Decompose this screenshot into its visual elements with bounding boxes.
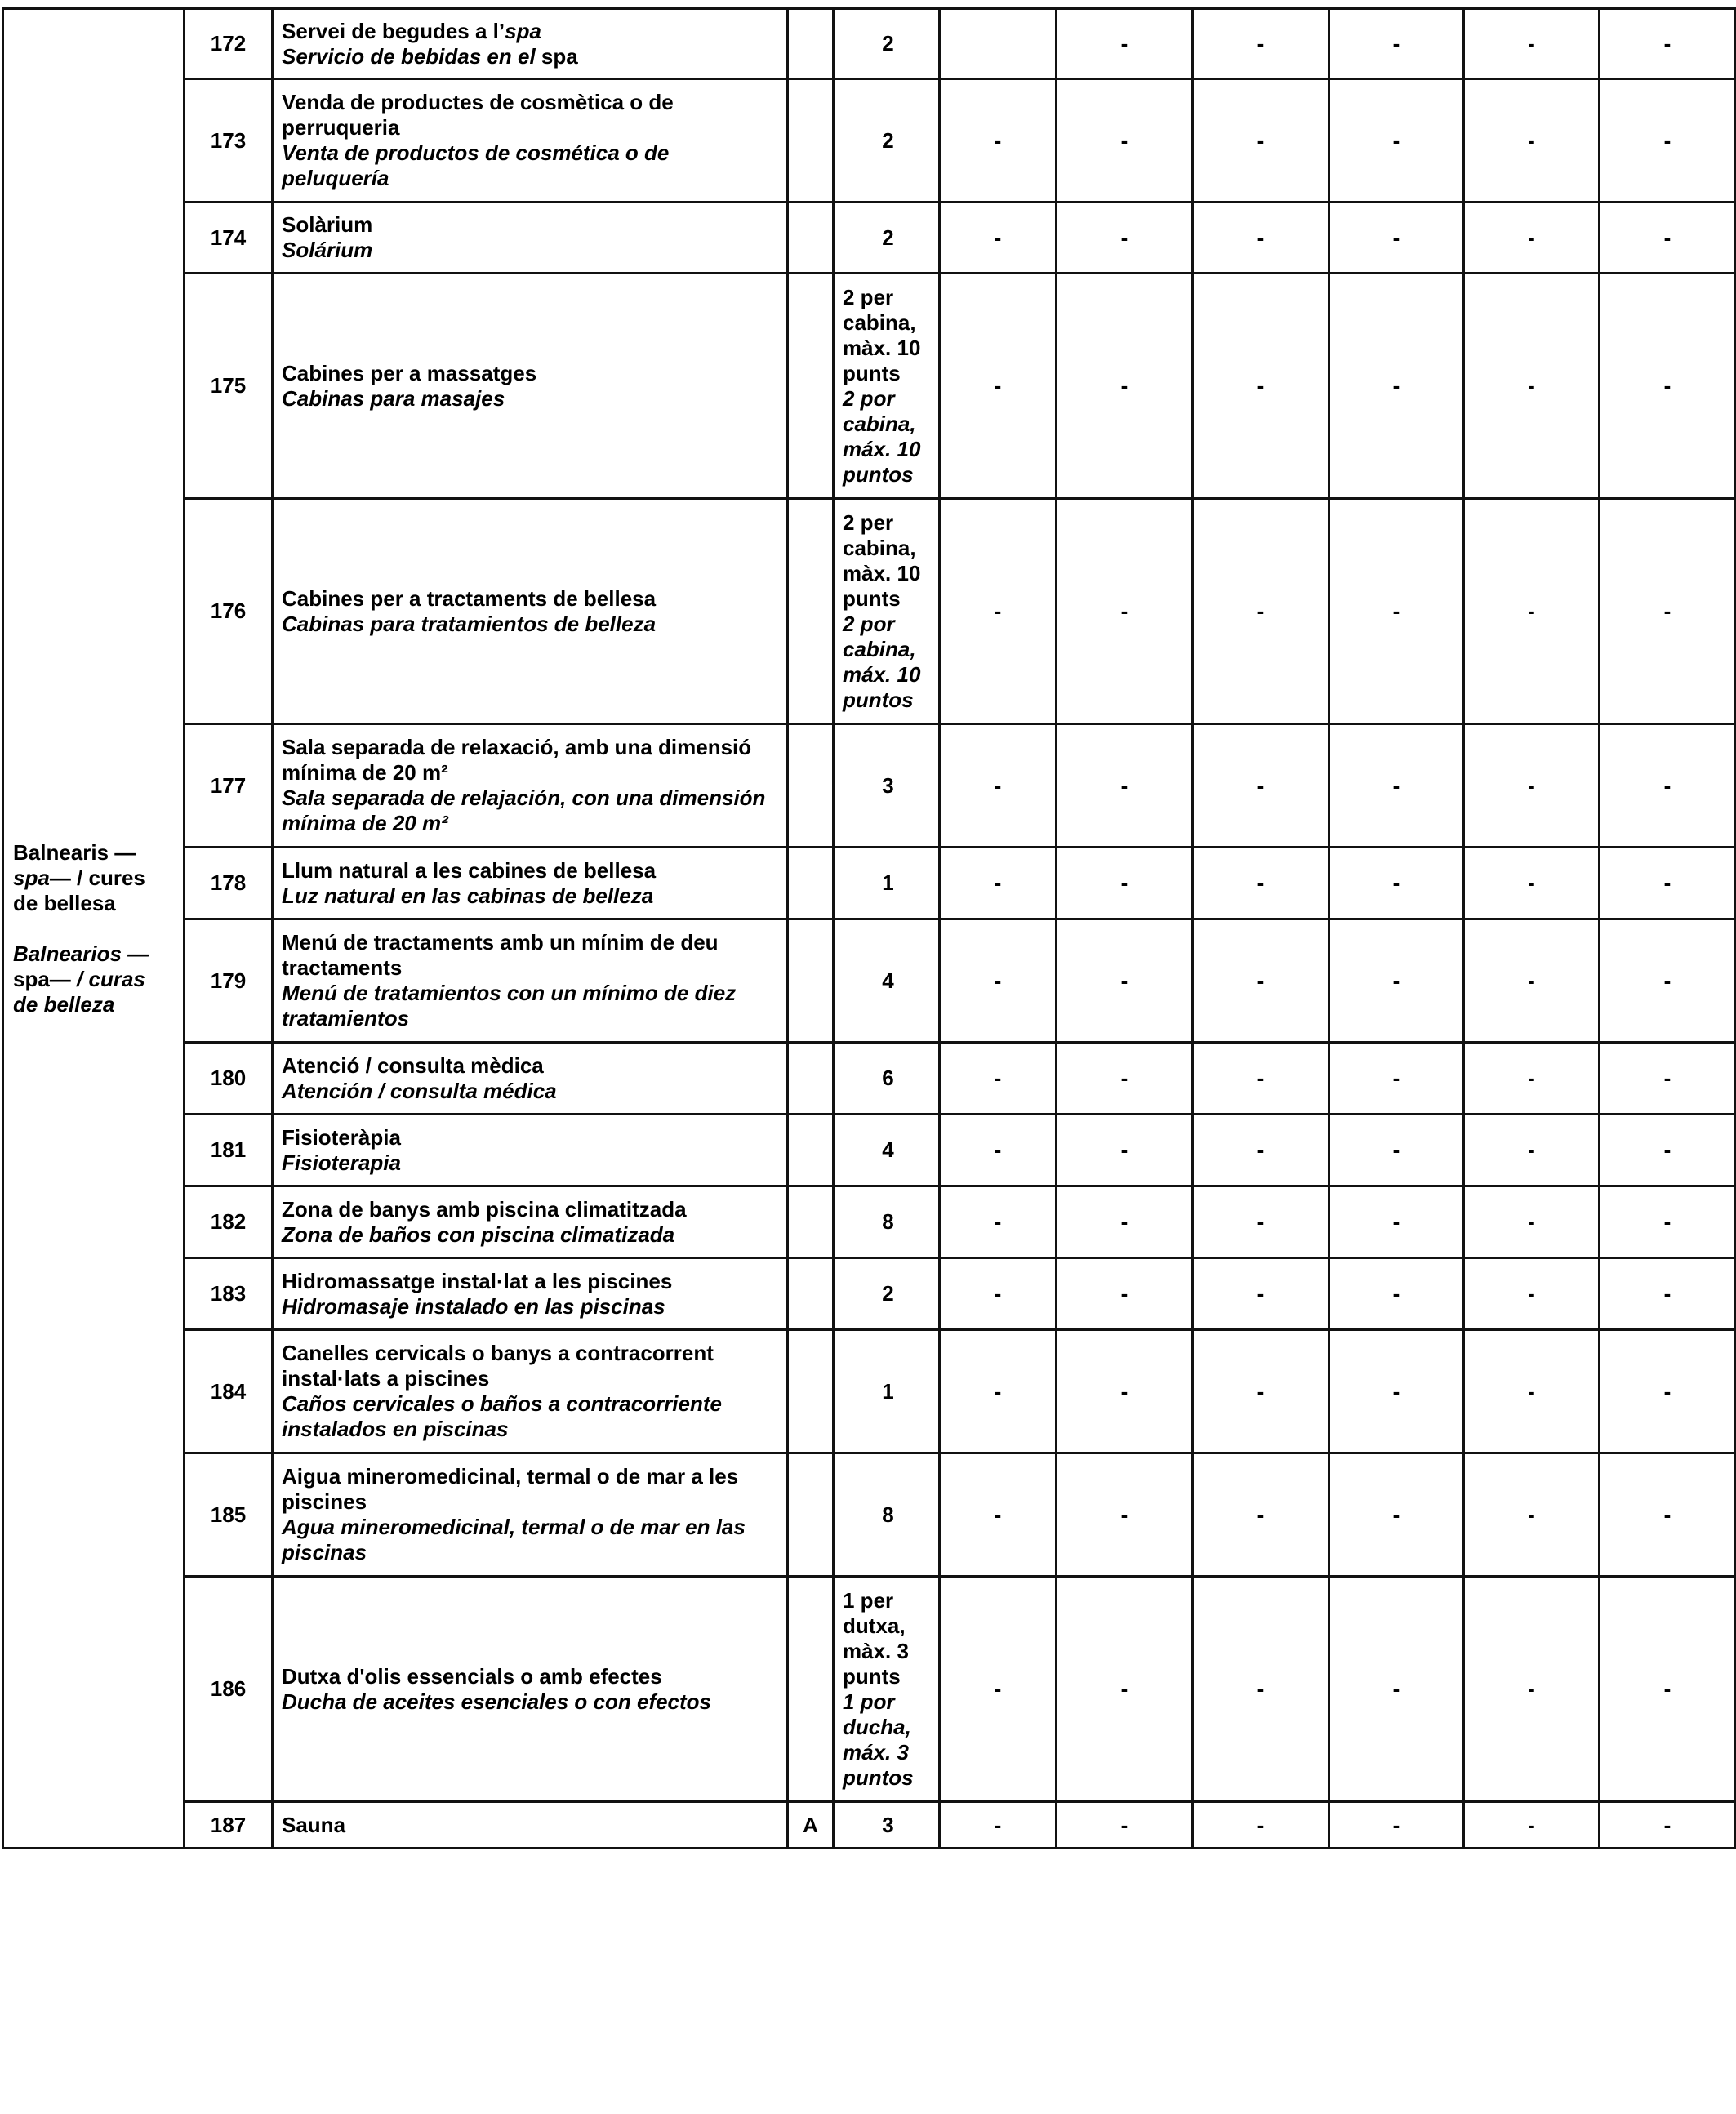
item-points: 4 <box>834 919 940 1043</box>
category-value: - <box>1464 1115 1600 1186</box>
item-points: 2 <box>834 9 940 79</box>
category-value: - <box>1600 1802 1736 1849</box>
category-value: - <box>1057 1453 1193 1577</box>
category-value: - <box>1600 1330 1736 1453</box>
category-value: - <box>1329 1453 1464 1577</box>
table-row <box>3 1330 1736 1453</box>
item-flag <box>788 848 834 919</box>
category-value: - <box>940 1043 1057 1115</box>
table-row <box>3 1043 1736 1115</box>
description-catalan: Solàrium <box>282 212 373 237</box>
item-number: 180 <box>185 1043 273 1115</box>
category-value: - <box>1193 1115 1329 1186</box>
category-value: - <box>940 1577 1057 1802</box>
item-flag <box>788 919 834 1043</box>
category-value: - <box>1464 1043 1600 1115</box>
item-description <box>273 499 788 724</box>
item-flag <box>788 274 834 499</box>
category-value: - <box>1464 848 1600 919</box>
description-spanish: Luz natural en las cabinas de belleza <box>282 883 654 908</box>
item-number: 185 <box>185 1453 273 1577</box>
category-ca-line2-italic: spa <box>13 865 50 890</box>
item-description <box>273 1330 788 1453</box>
item-number: 181 <box>185 1115 273 1186</box>
item-number: 179 <box>185 919 273 1043</box>
item-number: 183 <box>185 1258 273 1330</box>
category-ca-line1: Balnearis — <box>13 839 136 865</box>
description-spanish: Solárium <box>282 238 373 262</box>
item-description <box>273 79 788 202</box>
item-description <box>273 1802 788 1849</box>
category-value: - <box>1329 202 1464 274</box>
category-value: - <box>1057 274 1193 499</box>
category-value: - <box>1464 202 1600 274</box>
table-row <box>3 274 1736 499</box>
category-value: - <box>1600 1115 1736 1186</box>
description-spanish: Servicio de bebidas en el <box>282 43 541 69</box>
description-catalan-italic: spa <box>505 18 541 43</box>
category-value: - <box>1193 919 1329 1043</box>
table-row <box>3 1186 1736 1258</box>
category-value: - <box>1057 79 1193 202</box>
item-flag <box>788 1453 834 1577</box>
category-value: - <box>1057 1043 1193 1115</box>
category-value: - <box>1329 1115 1464 1186</box>
description-spanish: Caños cervicales o baños a contracorriente instalados en piscinas <box>282 1391 722 1441</box>
category-ca-line3: de bellesa <box>13 890 116 915</box>
category-value: - <box>1057 1186 1193 1258</box>
description-catalan: Venda de productes de cosmètica o de perruqueria <box>282 90 674 140</box>
category-value: - <box>1600 274 1736 499</box>
category-value: - <box>1600 1258 1736 1330</box>
description-spanish: Hidromasaje instalado en las piscinas <box>282 1293 665 1319</box>
category-value: - <box>1329 499 1464 724</box>
category-cell <box>3 9 185 1849</box>
item-points <box>834 1577 940 1802</box>
item-flag <box>788 1115 834 1186</box>
table-row <box>3 1802 1736 1849</box>
item-number: 175 <box>185 274 273 499</box>
category-es-line3: de belleza <box>13 991 115 1017</box>
category-value: - <box>1329 9 1464 79</box>
item-number: 182 <box>185 1186 273 1258</box>
category-value: - <box>1193 724 1329 848</box>
category-value: - <box>1057 1577 1193 1802</box>
category-value: - <box>1193 79 1329 202</box>
category-value: - <box>1329 1330 1464 1453</box>
spa-criteria-table <box>2 7 1736 1849</box>
category-value: - <box>1057 1330 1193 1453</box>
category-value: - <box>1057 202 1193 274</box>
item-number: 186 <box>185 1577 273 1802</box>
description-spanish: Zona de baños con piscina climatizada <box>282 1222 675 1247</box>
item-description <box>273 1453 788 1577</box>
item-flag <box>788 724 834 848</box>
category-es-line2-italic: / curas <box>70 966 145 991</box>
category-value: - <box>1057 1115 1193 1186</box>
item-points <box>834 274 940 499</box>
category-value: - <box>1329 1186 1464 1258</box>
category-value: - <box>1464 1802 1600 1849</box>
category-value: - <box>1193 9 1329 79</box>
category-value: - <box>1329 274 1464 499</box>
category-value: - <box>940 1453 1057 1577</box>
category-ca-line2-rest: — / cures <box>49 865 145 890</box>
item-description <box>273 848 788 919</box>
category-value: - <box>1057 1802 1193 1849</box>
description-catalan: Fisioteràpia <box>282 1124 401 1150</box>
category-value: - <box>1600 79 1736 202</box>
item-number: 187 <box>185 1802 273 1849</box>
points-spanish: 2 por cabina, máx. 10 puntos <box>843 385 921 487</box>
item-number: 184 <box>185 1330 273 1453</box>
item-points: 4 <box>834 1115 940 1186</box>
item-points: 8 <box>834 1186 940 1258</box>
category-value: - <box>940 1115 1057 1186</box>
description-catalan: Llum natural a les cabines de bellesa <box>282 857 657 883</box>
table-row <box>3 202 1736 274</box>
item-number: 177 <box>185 724 273 848</box>
category-value: - <box>1464 499 1600 724</box>
table-row <box>3 1453 1736 1577</box>
category-value: - <box>940 724 1057 848</box>
category-value: - <box>1464 1258 1600 1330</box>
description-spanish: Cabinas para tratamientos de belleza <box>282 611 657 636</box>
category-value: - <box>1600 1577 1736 1802</box>
points-catalan: 2 per cabina, màx. 10 punts <box>843 284 921 385</box>
category-value: - <box>1329 919 1464 1043</box>
description-catalan: Cabines per a tractaments de bellesa <box>282 585 657 611</box>
item-description <box>273 202 788 274</box>
category-value: - <box>940 1258 1057 1330</box>
item-points <box>834 499 940 724</box>
item-flag <box>788 499 834 724</box>
description-spanish: Cabinas para masajes <box>282 385 505 411</box>
table-row <box>3 1258 1736 1330</box>
category-value: - <box>940 1802 1057 1849</box>
category-value: - <box>1193 202 1329 274</box>
description-catalan: Aigua mineromedicinal, termal o de mar a les piscines <box>282 1464 739 1514</box>
table-row <box>3 919 1736 1043</box>
description-catalan: Atenció / consulta mèdica <box>282 1053 544 1078</box>
category-value: - <box>1057 499 1193 724</box>
description-spanish: Atención / consulta médica <box>282 1078 557 1103</box>
category-value: - <box>1464 1453 1600 1577</box>
category-value: - <box>1329 724 1464 848</box>
category-value: - <box>1057 1258 1193 1330</box>
item-description <box>273 1577 788 1802</box>
category-value: - <box>1464 79 1600 202</box>
description-catalan: Sauna <box>282 1812 346 1837</box>
category-value: - <box>1193 1043 1329 1115</box>
item-flag <box>788 1043 834 1115</box>
item-points: 2 <box>834 1258 940 1330</box>
item-points: 1 <box>834 848 940 919</box>
description-spanish: Venta de productos de cosmética o de peluquería <box>282 140 670 190</box>
item-flag <box>788 79 834 202</box>
item-description <box>273 274 788 499</box>
description-catalan: Dutxa d'olis essencials o amb efectes <box>282 1663 662 1689</box>
item-flag <box>788 1577 834 1802</box>
category-value <box>940 9 1057 79</box>
category-value: - <box>1057 9 1193 79</box>
table-row <box>3 9 1736 79</box>
description-spanish: Sala separada de relajación, con una dimensión mínima de 20 m² <box>282 786 766 835</box>
category-value: - <box>1600 202 1736 274</box>
description-spanish: Ducha de aceites esenciales o con efectos <box>282 1689 712 1714</box>
category-value: - <box>940 202 1057 274</box>
category-value: - <box>1193 848 1329 919</box>
item-number: 172 <box>185 9 273 79</box>
category-value: - <box>1329 848 1464 919</box>
category-value: - <box>1193 1802 1329 1849</box>
description-spanish: Agua mineromedicinal, termal o de mar en las piscinas <box>282 1515 746 1564</box>
category-value: - <box>1329 79 1464 202</box>
item-flag <box>788 1186 834 1258</box>
item-points: 1 <box>834 1330 940 1453</box>
item-points: 2 <box>834 79 940 202</box>
category-value: - <box>1600 724 1736 848</box>
category-value: - <box>940 274 1057 499</box>
description-catalan: Menú de tractaments amb un mínim de deu tractaments <box>282 930 719 980</box>
item-description <box>273 1258 788 1330</box>
item-points: 8 <box>834 1453 940 1577</box>
category-value: - <box>1057 848 1193 919</box>
description-spanish: Menú de tratamientos con un mínimo de diez tratamientos <box>282 981 737 1030</box>
points-spanish: 1 por ducha, máx. 3 puntos <box>843 1689 914 1790</box>
category-value: - <box>1057 919 1193 1043</box>
item-points: 3 <box>834 724 940 848</box>
item-number: 173 <box>185 79 273 202</box>
item-flag <box>788 9 834 79</box>
table-row <box>3 724 1736 848</box>
item-description <box>273 919 788 1043</box>
category-value: - <box>1329 1577 1464 1802</box>
category-value: - <box>940 499 1057 724</box>
item-description <box>273 1115 788 1186</box>
category-value: - <box>940 1186 1057 1258</box>
description-catalan: Cabines per a massatges <box>282 360 537 385</box>
item-number: 176 <box>185 499 273 724</box>
category-value: - <box>1464 724 1600 848</box>
category-value: - <box>1329 1258 1464 1330</box>
item-description <box>273 1186 788 1258</box>
table-row <box>3 848 1736 919</box>
item-points: 3 <box>834 1802 940 1849</box>
category-value: - <box>940 919 1057 1043</box>
category-value: - <box>1600 1186 1736 1258</box>
category-value: - <box>1193 1258 1329 1330</box>
description-catalan: Servei de begudes a l’ <box>282 18 505 43</box>
item-number: 174 <box>185 202 273 274</box>
item-description <box>273 9 788 79</box>
category-value: - <box>1600 1453 1736 1577</box>
category-value: - <box>940 848 1057 919</box>
description-catalan: Zona de banys amb piscina climatitzada <box>282 1196 687 1222</box>
category-value: - <box>1600 9 1736 79</box>
category-es-line2-plain: spa— <box>13 966 71 991</box>
category-value: - <box>1464 1577 1600 1802</box>
points-spanish: 2 por cabina, máx. 10 puntos <box>843 611 921 712</box>
points-catalan: 2 per cabina, màx. 10 punts <box>843 510 921 611</box>
category-value: - <box>1464 274 1600 499</box>
category-value: - <box>1329 1802 1464 1849</box>
category-value: - <box>1057 724 1193 848</box>
item-flag: A <box>788 1802 834 1849</box>
category-value: - <box>1193 1577 1329 1802</box>
category-value: - <box>1464 1330 1600 1453</box>
category-es-line1: Balnearios — <box>13 941 149 966</box>
table-row <box>3 1577 1736 1802</box>
table-row <box>3 499 1736 724</box>
category-value: - <box>940 79 1057 202</box>
item-flag <box>788 1330 834 1453</box>
description-spanish: Fisioterapia <box>282 1150 401 1175</box>
category-value: - <box>1600 1043 1736 1115</box>
category-value: - <box>1193 1453 1329 1577</box>
item-description <box>273 724 788 848</box>
category-value: - <box>1193 274 1329 499</box>
category-value: - <box>940 1330 1057 1453</box>
table-row <box>3 1115 1736 1186</box>
category-value: - <box>1600 848 1736 919</box>
description-catalan: Hidromassatge instal·lat a les piscines <box>282 1268 673 1293</box>
category-value: - <box>1464 9 1600 79</box>
category-value: - <box>1464 919 1600 1043</box>
table-row <box>3 79 1736 202</box>
item-description <box>273 1043 788 1115</box>
category-value: - <box>1464 1186 1600 1258</box>
category-value: - <box>1193 499 1329 724</box>
item-flag <box>788 1258 834 1330</box>
category-value: - <box>1193 1330 1329 1453</box>
category-value: - <box>1193 1186 1329 1258</box>
category-value: - <box>1600 499 1736 724</box>
description-catalan: Canelles cervicals o banys a contracorrent instal·lats a piscines <box>282 1341 714 1391</box>
item-points: 6 <box>834 1043 940 1115</box>
description-catalan: Sala separada de relaxació, amb una dimensió mínima de 20 m² <box>282 735 752 785</box>
description-spanish-plain: spa <box>541 43 578 69</box>
points-catalan: 1 per dutxa, màx. 3 punts <box>843 1587 909 1689</box>
item-flag <box>788 202 834 274</box>
category-value: - <box>1329 1043 1464 1115</box>
category-value: - <box>1600 919 1736 1043</box>
item-number: 178 <box>185 848 273 919</box>
item-points: 2 <box>834 202 940 274</box>
